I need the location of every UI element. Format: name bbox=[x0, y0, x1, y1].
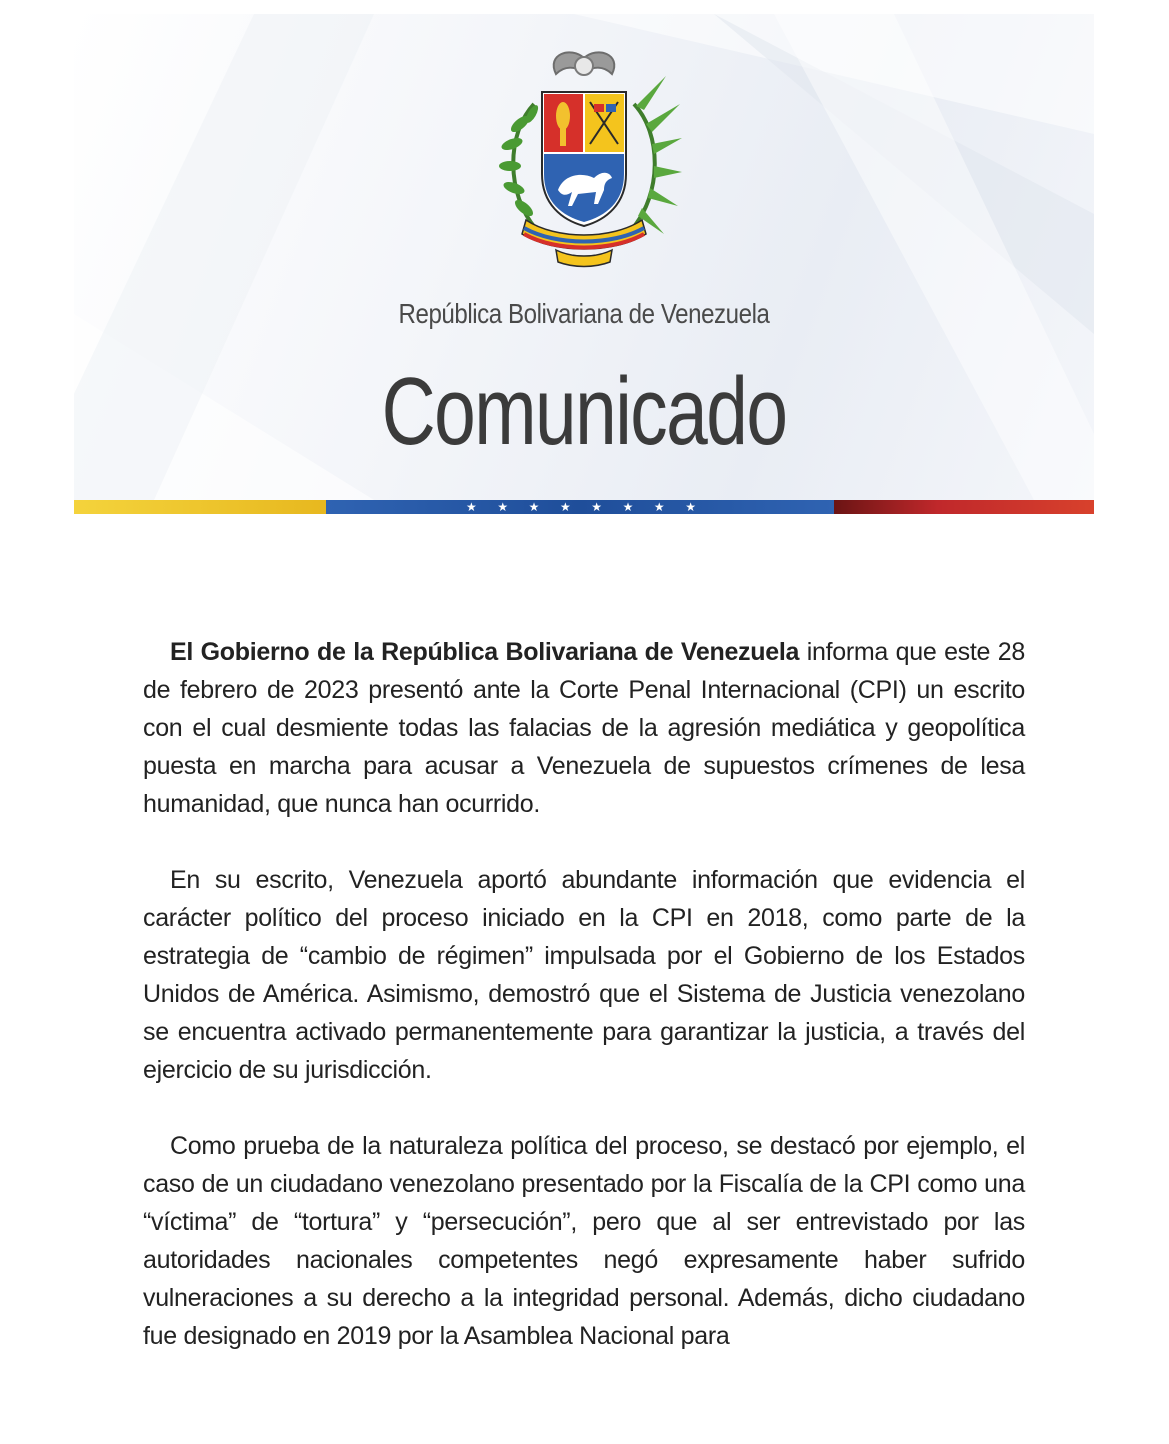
flag-red-segment bbox=[834, 500, 1094, 514]
paragraph-1 bbox=[143, 633, 1025, 823]
flag-blue-segment bbox=[326, 500, 834, 514]
communique-body bbox=[143, 633, 1025, 1393]
star-icon: ★ bbox=[591, 500, 603, 514]
venezuela-coat-of-arms-icon bbox=[486, 44, 682, 274]
star-icon: ★ bbox=[622, 500, 634, 514]
star-icon: ★ bbox=[559, 500, 571, 514]
flag-stripe bbox=[74, 500, 1094, 514]
paragraph-2: En su escrito, Venezuela aportó abundante información que evidencia el carácter político del proceso iniciado en la CPI en 2018, como parte de la estrategia de “cambio de régimen” impulsada por el Gobierno de los Estados Unidos de América. Asimismo, demostró que el Sistema de Justicia venezolano se encuentra activado permanentemente para garantizar la justicia, a través del ejercicio de su jurisdicción. bbox=[143, 866, 1025, 1084]
paragraph-1-bold: El Gobierno de la República Bolivariana de Venezuela bbox=[170, 638, 800, 666]
page-title: Comunicado bbox=[381, 358, 787, 465]
star-icon: ★ bbox=[497, 500, 509, 514]
star-icon: ★ bbox=[466, 500, 477, 514]
star-icon: ★ bbox=[653, 500, 665, 514]
star-icon: ★ bbox=[528, 500, 540, 514]
flag-stars bbox=[466, 498, 696, 516]
header-banner bbox=[74, 14, 1094, 500]
star-icon: ★ bbox=[685, 500, 696, 514]
paragraph-3: Como prueba de la naturaleza política del proceso, se destacó por ejemplo, el caso de un ciudadano venezolano presentado por la Fiscalía de la CPI como una “víctima” de “tortura” y “persecución”, pero que al ser entrevistado por las autoridades nacionales competentes negó expresamente haber sufrido vulneraciones a su derecho a la integridad personal. Además, dicho ciudadano fue designado en 2019 por la Asamblea Nacional para bbox=[143, 1132, 1025, 1350]
paragraph-1-text: informa que este 28 de febrero de 2023 presentó ante la Corte Penal Internacional (CPI) un escrito con el cual desmiente todas las falacias de la agresión mediática y geopolítica puesta en marcha para acusar a Venezuela de supuestos crímenes de lesa humanidad, que nunca han ocurrido. bbox=[143, 638, 1025, 818]
republic-name: República Bolivariana de Venezuela bbox=[398, 298, 770, 329]
flag-yellow-segment bbox=[74, 500, 326, 514]
